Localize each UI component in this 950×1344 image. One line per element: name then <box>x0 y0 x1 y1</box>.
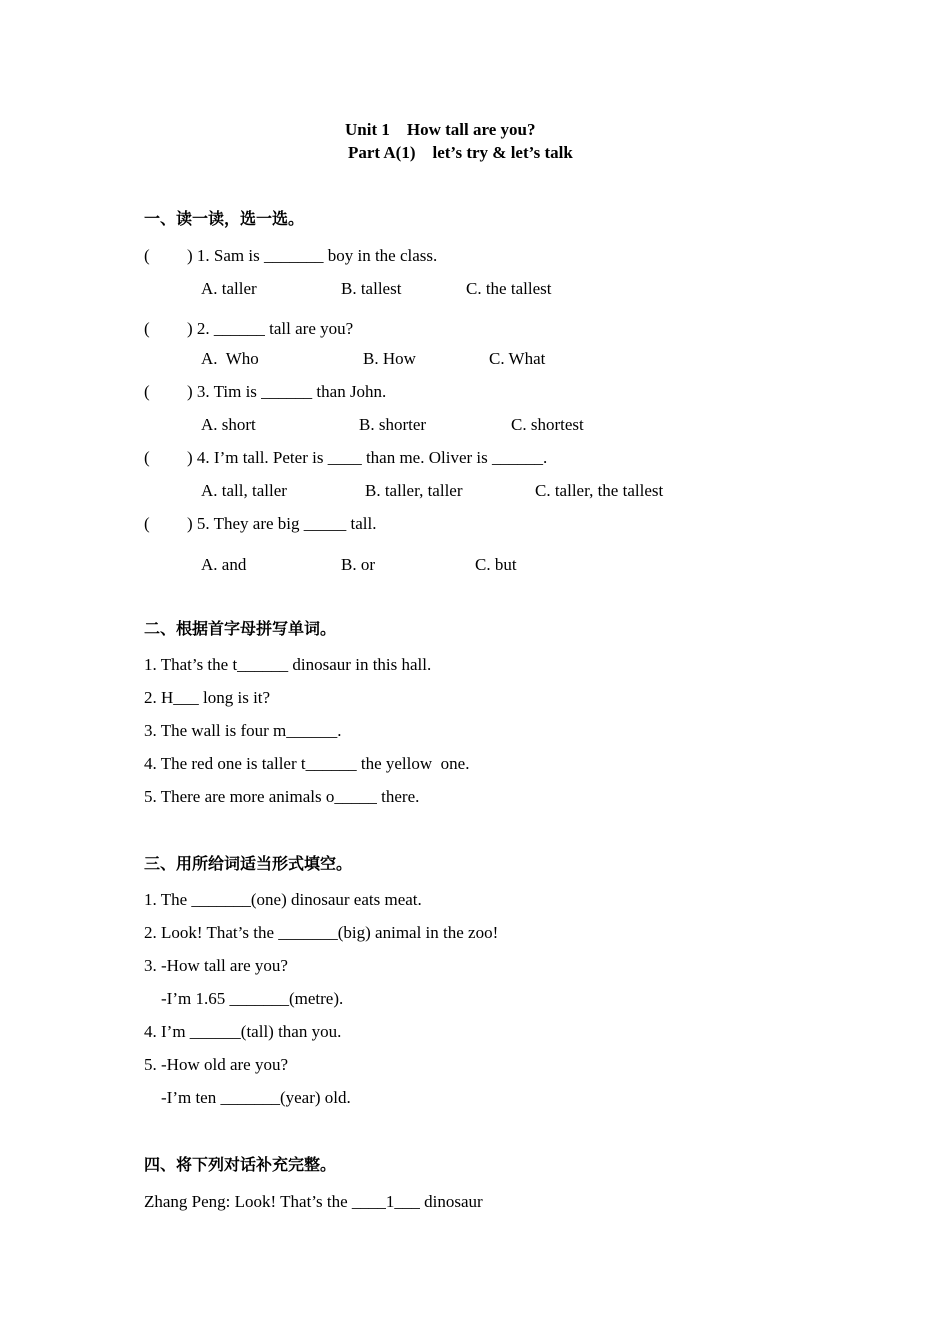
section-3-item-5-answer: -I’m ten _______(year) old. <box>144 1088 351 1107</box>
q1-option-b: B. tallest <box>341 279 402 298</box>
q4-option-a: A. tall, taller <box>201 481 287 500</box>
q4-option-b: B. taller, taller <box>365 481 463 500</box>
section-2-item-4: 4. The red one is taller t______ the yellow one. <box>144 754 470 773</box>
q5-stem: ) 5. They are big _____ tall. <box>187 514 377 533</box>
q3-option-a: A. short <box>201 415 256 434</box>
q2-paren: ( <box>144 319 150 338</box>
page-title: Unit 1 How tall are you? <box>345 120 536 139</box>
q5-paren: ( <box>144 514 150 533</box>
q3-option-c: C. shortest <box>511 415 584 434</box>
q4-paren: ( <box>144 448 150 467</box>
q4-stem: ) 4. I’m tall. Peter is ____ than me. Oliver is ______. <box>187 448 548 467</box>
q2-option-c: C. What <box>489 349 546 368</box>
section-3-item-3: 3. -How tall are you? <box>144 956 288 975</box>
section-1-heading: 一、读一读，选一选。 <box>144 209 305 228</box>
q1-stem: ) 1. Sam is _______ boy in the class. <box>187 246 438 265</box>
section-2-item-2: 2. H___ long is it? <box>144 688 271 707</box>
q1-option-a: A. taller <box>201 279 257 298</box>
section-3-item-1: 1. The _______(one) dinosaur eats meat. <box>144 890 422 909</box>
q3-stem: ) 3. Tim is ______ than John. <box>187 382 387 401</box>
q1-paren: ( <box>144 246 150 265</box>
q2-option-a: A. Who <box>201 349 259 368</box>
q3-paren: ( <box>144 382 150 401</box>
section-4-heading: 四、将下列对话补充完整。 <box>144 1155 337 1174</box>
section-2-item-3: 3. The wall is four m______. <box>144 721 342 740</box>
q5-option-a: A. and <box>201 555 247 574</box>
section-3-item-2: 2. Look! That’s the _______(big) animal in the zoo! <box>144 923 499 942</box>
q2-stem: ) 2. ______ tall are you? <box>187 319 354 338</box>
section-3-item-4: 4. I’m ______(tall) than you. <box>144 1022 342 1041</box>
section-3-heading: 三、用所给词适当形式填空。 <box>144 854 353 873</box>
q3-option-b: B. shorter <box>359 415 427 434</box>
q2-option-b: B. How <box>363 349 416 368</box>
section-2-item-1: 1. That’s the t______ dinosaur in this hall. <box>144 655 432 674</box>
section-4-dialogue-line-1: Zhang Peng: Look! That’s the ____1___ dinosaur <box>144 1192 483 1211</box>
q1-option-c: C. the tallest <box>466 279 552 298</box>
q4-option-c: C. taller, the tallest <box>535 481 664 500</box>
section-3-item-5: 5. -How old are you? <box>144 1055 288 1074</box>
page-subtitle: Part A(1) let’s try & let’s talk <box>348 143 573 162</box>
section-2-heading: 二、根据首字母拼写单词。 <box>144 619 337 638</box>
q5-option-c: C. but <box>475 555 517 574</box>
section-2-item-5: 5. There are more animals o_____ there. <box>144 787 420 806</box>
section-3-item-3-answer: -I’m 1.65 _______(metre). <box>144 989 344 1008</box>
q5-option-b: B. or <box>341 555 375 574</box>
